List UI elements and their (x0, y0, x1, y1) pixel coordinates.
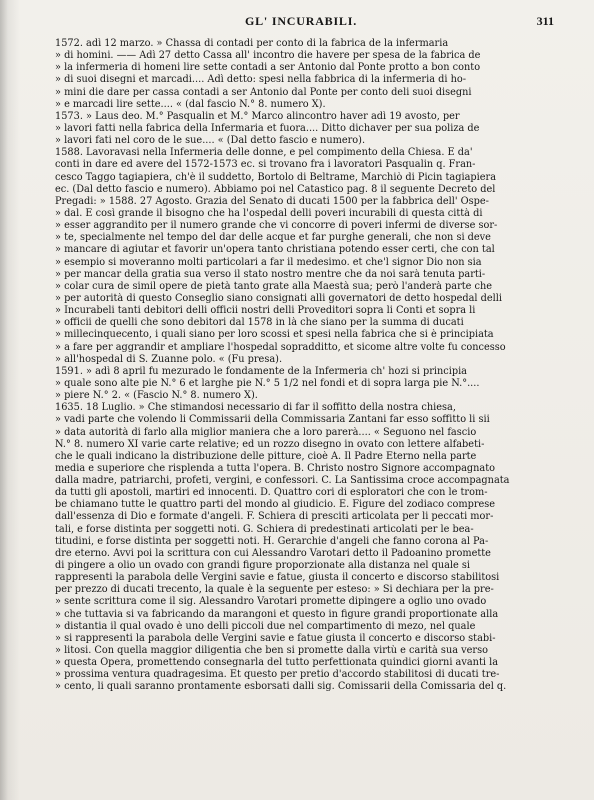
text-line: » dal. E così grande il bisogno che ha l'ospedal delli poveri incurabili di questa città di (55, 207, 483, 219)
text-line: titudini, e forse distinta per soggetti noti. H. Gerarchie d'angeli che fanno corona al Pa- (55, 535, 489, 547)
text-line: » quale sono alte pie N.° 6 et larghe pie N.° 5 1/2 nel fondi et di sopra larga pie N.°.... (55, 377, 480, 389)
text-line: » per autorità di questo Conseglio siano consignati alli governatori de detto hospedal delli (55, 292, 502, 304)
text-line: conti in dare ed avere del 1572-1573 ec. si trovano fra i lavoratori Pasqualin q. Fran- (55, 159, 476, 171)
text-line: 1572. adì 12 marzo. » Chassa di contadi per conto di la fabrica de la infermaria (55, 38, 449, 49)
text-line: » mancare di agiutar et favorir un'opera tanto christiana potendo esser certi, che con tal (55, 244, 495, 256)
text-line: che le quali indicano la distribuzione delle pitture, cioè A. Il Padre Eterno nella parte (55, 450, 477, 462)
text-line: » litosi. Con quella maggior diligentia che ben si promette dalla virtù e carità sua verso (55, 645, 488, 657)
text-line: 1635. 18 Luglio. » Che stimandosi necessario di far il soffitto della nostra chiesa, (55, 402, 456, 414)
text-line: dre eterno. Avvi poi la scrittura con cui Alessandro Varotari detto il Padoanino promette (55, 547, 491, 559)
text-line: » piere N.° 2. « (Fascio N.° 8. numero X). (55, 390, 258, 402)
text-line: » esser aggrandito per il numero grande che vi concorre di poveri infermi de diverse sor- (55, 220, 498, 232)
text-line: » cento, li quali saranno prontamente esborsati dalli sig. Comissarii della Comissaria del q. (55, 681, 507, 693)
text-line: Pregadi: » 1588. 27 Agosto. Grazia del Senato di ducati 1500 per la fabbrica dell' Ospe- (55, 195, 489, 207)
text-line: da tutti gli apostoli, martiri ed innocenti. D. Quattro cori di esploratori che con le trom- (55, 487, 488, 499)
text-line: » la infermeria di homeni lire sette contadi a ser Antonio dal Ponte protto a bon conto (55, 62, 481, 74)
text-line: 1573. » Laus deo. M.° Pasqualin et M.° Marco alincontro haver adì 19 avosto, per (55, 110, 460, 122)
text-line: media e superiore che risplenda a tutta l'opera. B. Christo nostro Signore accompagnato (55, 462, 496, 474)
text-line: » vadi parte che volendo li Commissarii della Commissaria Zantani far esso soffitto li sii (55, 414, 490, 426)
text-line: » lavori fati nel coro de le sue.... « (Dal detto fascio e numero). (55, 135, 366, 147)
text-line: » prossima ventura quadragesima. Et questo per pretio d'accordo stabilitosi di ducati tre- (55, 669, 500, 681)
text-line: dall'essenza di Dio e formate d'angeli. F. Schiera di presciti articolata per li peccati mor- (55, 511, 494, 523)
text-line: 1588. Lavoravasi nella Infermeria delle donne, e pel compimento della Chiesa. E da' (55, 147, 473, 159)
text-line: » si rappresenti la parabola delle Vergini savie e fatue giusta il concerto e discorso stabi- (55, 632, 496, 644)
text-line: » officii de quelli che sono debitori dal 1578 in là che siano per la summa di ducati (55, 317, 464, 329)
text-line: tali, e forse distinta per soggetti noti. G. Schiera di predestinati articolati per le bea- (55, 523, 474, 535)
text-line: per prezzo di ducati trecento, la quale è la seguente per esteso: » Si dechiara per la pre- (55, 584, 494, 596)
text-line: » colar cura de simil opere de pietà tanto grate alla Maestà sua; però l'anderà parte che (55, 280, 493, 292)
running-head: GL' INCURABILI. (244, 14, 358, 28)
text-line: N.° 8. numero XI varie carte relative; ed un rozzo disegno in ovato con lettere alfabeti- (55, 438, 485, 450)
text-line: » di suoi disegni et marcadi.... Adì detto: spesi nella fabbrica di la infermeria di ho- (55, 74, 467, 86)
text-line: cesco Taggo tagiapiera, ch'è il suddetto, Bortolo di Beltrame, Marchiò di Picin tagiapiera (55, 171, 497, 183)
text-line: » sente scrittura come il sig. Alessandro Varotari promette dipingere a oglio uno ovado (55, 596, 487, 608)
page-header (48, 14, 554, 32)
text-line: » distantia il qual ovado è uno delli piccoli due nel compartimento di mezo, nel quale (55, 620, 476, 632)
text-line: » lavori fatti nella fabrica della Infermaria et fuora.... Ditto dichaver per sua poliza de (55, 122, 480, 134)
text-line: » di homini. —— Adì 27 detto Cassa all' incontro die havere per spesa de la fabrica de (55, 50, 481, 62)
text-line: » che tuttavia si va fabricando da marangoni et questo in figure grandi proportionate alla (55, 608, 499, 620)
text-line: » data autorità di farlo alla miglior maniera che a loro parerà.... « Seguono nel fascio (55, 426, 477, 438)
text-line: » mini die dare per cassa contadi a ser Antonio dal Ponte per conto deli suoi disegni (55, 86, 472, 98)
text-line: be chiamano tutte le quattro parti del mondo al giudicio. E. Figure del zodiaco comprese (55, 499, 496, 511)
text-line: dalla madre, patriarchi, profeti, vergini, e confessori. C. La Santissima croce accompagnata (55, 475, 510, 487)
text-line: » a fare per aggrandir et ampliare l'hospedal sopradditto, et sicome altre volte fu concesso (55, 341, 506, 353)
text-line: » e marcadi lire sette.... « (dal fascio N.° 8. numero X). (55, 98, 326, 110)
text-line: » te, specialmente nel tempo del dar delle acque et far purghe generali, che non si deve (55, 232, 491, 244)
body-text (55, 38, 579, 694)
text-line: » per mancar della gratia sua verso il stato nostro mentre che da noi sarà tenuta parti- (55, 268, 486, 280)
page-number: 311 (536, 14, 554, 28)
text-line: » Incurabeli tanti debitori delli officii nostri delli Proveditori sopra li Conti et sopra li (55, 305, 476, 317)
text-line: 1591. » adì 8 april fu mezurado le fondamente de la Infermeria ch' hozi si principia (55, 365, 467, 377)
text-line: » millecinquecento, i quali siano per loro scossi et spesi nella fabrica che si è principiata (55, 329, 494, 341)
text-line: di pingere a olio un ovado con grandi figure proporzionate alla distanza nel quale si (55, 560, 471, 572)
text-line: » esempio si moveranno molti particolari a far il medesimo. et che'l signor Dio non sia (55, 256, 482, 268)
text-line: rappresenti la parabola delle Vergini savie e fatue, giusta il concerto e discorso stabilitosi (55, 572, 500, 584)
text-line: » all'hospedal di S. Zuanne polo. « (Fu presa). (55, 353, 283, 365)
text-line: ec. (Dal detto fascio e numero). Abbiamo poi nel Catastico pag. 8 il seguente Decreto del (55, 183, 496, 195)
text-line: » questa Opera, promettendo consegnarla del tutto perfettionata quindici giorni avanti la (55, 657, 499, 669)
